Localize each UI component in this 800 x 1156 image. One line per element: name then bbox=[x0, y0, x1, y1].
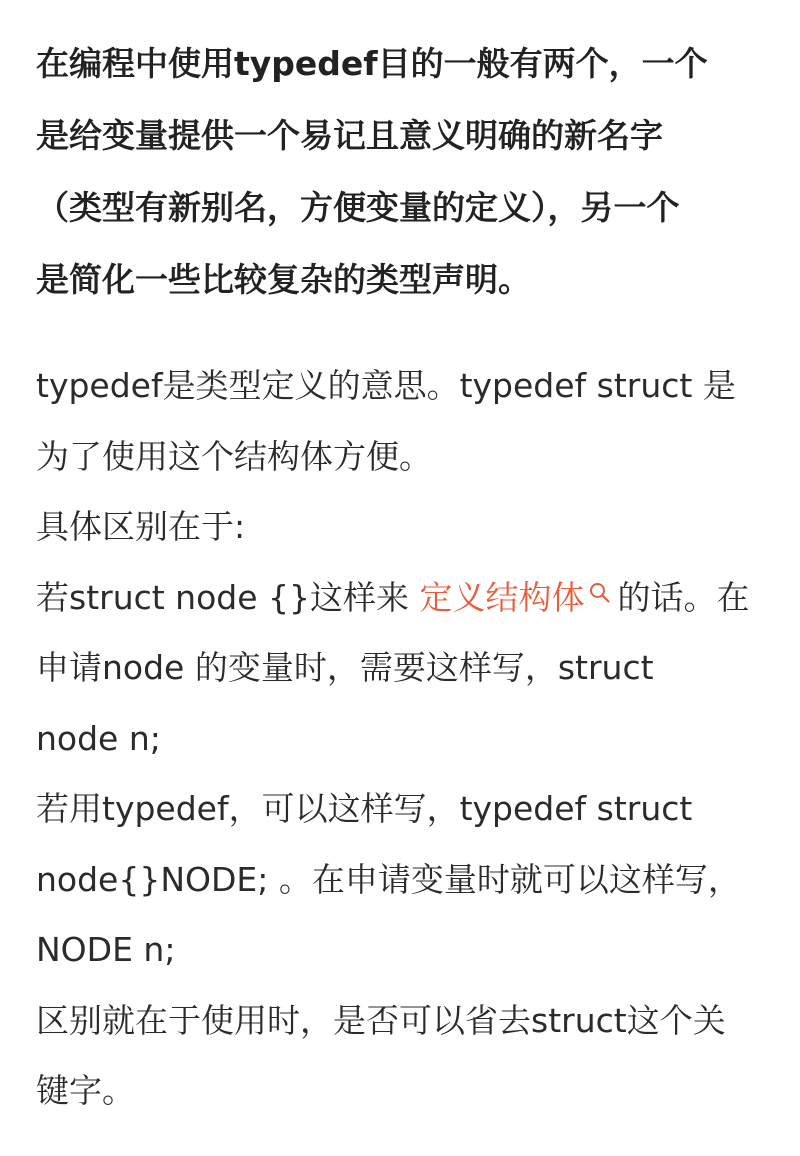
body-text: 的话。在 bbox=[617, 577, 750, 617]
intro-line: 是简化一些比较复杂的类型声明。 bbox=[36, 260, 531, 299]
body-line: 为了使用这个结构体方便。 bbox=[36, 436, 432, 476]
body-line: node n; bbox=[36, 718, 161, 758]
body-line: typedef是类型定义的意思。typedef struct 是 bbox=[36, 366, 736, 405]
body-line: node{}NODE; 。在申请变量时就可以这样写， bbox=[36, 859, 741, 899]
intro-paragraph bbox=[36, 28, 764, 316]
body-line: 申请node 的变量时，需要这样写，struct bbox=[36, 648, 654, 687]
body-line: 区别就在于使用时，是否可以省去struct这个关 bbox=[36, 1000, 726, 1040]
define-struct-link[interactable] bbox=[420, 578, 618, 617]
body-line: 键字。 bbox=[36, 1071, 135, 1110]
body-text: 若struct node {}这样来 bbox=[36, 577, 420, 617]
define-struct-link-text[interactable]: 定义结构体 bbox=[419, 577, 585, 617]
intro-line: 在编程中使用typedef目的一般有两个，一个 bbox=[36, 44, 708, 83]
search-icon[interactable] bbox=[588, 581, 612, 605]
intro-line: （类型有新别名，方便变量的定义），另一个 bbox=[36, 188, 680, 227]
intro-line: 是给变量提供一个易记且意义明确的新名字 bbox=[36, 116, 663, 155]
explanation-paragraph bbox=[36, 351, 764, 1127]
body-line: 具体区别在于: bbox=[36, 507, 246, 546]
body-line: NODE n; bbox=[36, 930, 176, 969]
body-line-with-link bbox=[36, 563, 764, 634]
body-line: 若用typedef，可以这样写，typedef struct bbox=[36, 789, 693, 828]
